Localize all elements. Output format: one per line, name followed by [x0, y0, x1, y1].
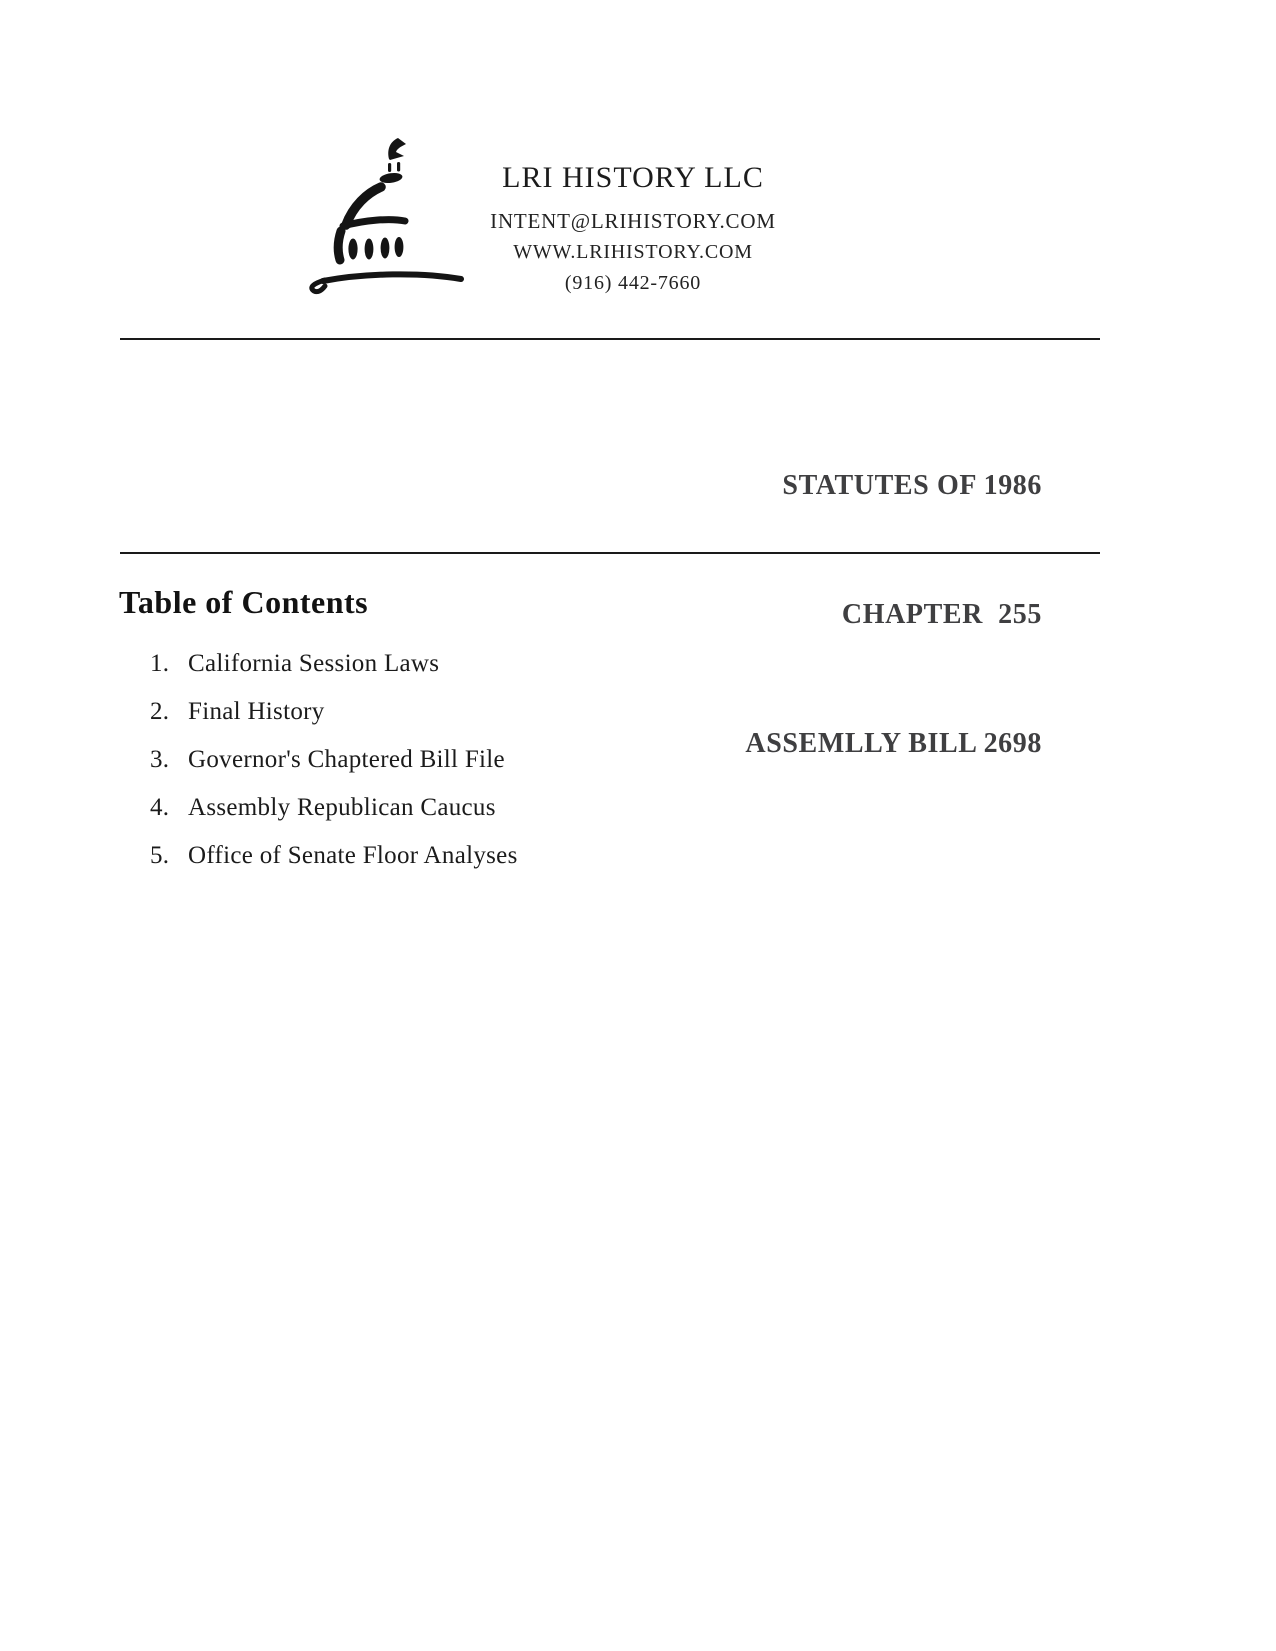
toc-item-number: 4.	[150, 794, 170, 821]
horizontal-rule-bottom	[120, 552, 1100, 554]
toc-item	[150, 746, 518, 773]
toc-item-label: Final History	[188, 698, 325, 725]
toc-item-number: 3.	[150, 746, 170, 773]
toc-item	[150, 698, 518, 725]
assembly-bill-line: ASSEMLLY BILL 2698	[745, 728, 1042, 759]
toc-list	[150, 650, 518, 890]
company-phone: (916) 442-7660	[564, 272, 702, 294]
company-email: INTENT@LRIHISTORY.COM	[490, 209, 776, 233]
toc-item	[150, 842, 518, 869]
company-website: WWW.LRIHISTORY.COM	[513, 241, 753, 263]
toc-item-label: Office of Senate Floor Analyses	[188, 842, 518, 869]
toc-item-label: Governor's Chaptered Bill File	[188, 746, 505, 773]
toc-item-number: 5.	[150, 842, 170, 869]
statutes-title-block	[745, 378, 1042, 808]
toc-item	[150, 650, 518, 677]
toc-item	[150, 794, 518, 821]
toc-item-number: 2.	[150, 698, 170, 725]
letterhead	[433, 160, 833, 299]
statutes-line: STATUTES OF 1986	[782, 470, 1042, 501]
company-name: LRI HISTORY LLC	[502, 161, 764, 194]
toc-item-label: Assembly Republican Caucus	[188, 794, 496, 821]
toc-heading: Table of Contents	[119, 584, 369, 620]
toc-item-label: California Session Laws	[188, 650, 440, 677]
toc-item-number: 1.	[150, 650, 170, 677]
chapter-line: CHAPTER 255	[841, 599, 1042, 630]
horizontal-rule-top	[120, 338, 1100, 340]
